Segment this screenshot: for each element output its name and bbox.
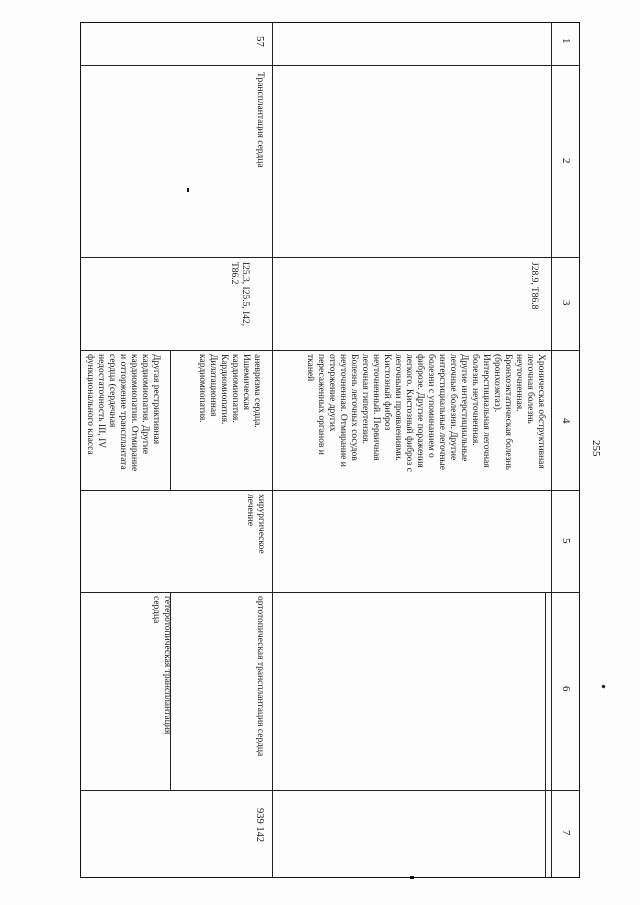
scan-mark xyxy=(601,684,605,688)
row57-name: Трансплантация сердца xyxy=(255,72,265,168)
scan-mark xyxy=(187,188,189,192)
col-sep-4-5 xyxy=(80,490,580,491)
col-sep-6-7 xyxy=(80,790,580,791)
header-col-5: 5 xyxy=(560,538,572,544)
col4-subrow-line xyxy=(170,350,171,490)
header-col-1: 1 xyxy=(560,38,572,44)
prev-row-diseases: Хроническая обструктивная легочная болезнь неуточненная. Бронхоэктатическая болезнь (бронхоэктаз). Интерстициальная легочная болезнь неуточненная. Другие интерстициальные легочные болезни. Другие интерстициальные легочные болезни с упоминанием о фиброзе. Другие поражения легкого. Кистозный фиброз с легочными проявлениями. Кистозный фиброз неуточненный. Первичная легочная гипертензия. Болезнь легочных сосудов неуточненная. Отмирание и отторжение других пересаженных органов и тканей xyxy=(305,354,546,472)
header-boundary xyxy=(551,22,552,877)
col-sep-3-4 xyxy=(80,350,580,351)
header-col-7: 7 xyxy=(560,830,572,836)
table-border-right xyxy=(579,22,580,877)
row57-diseases-a: аневризма сердца. Ишемическая кардиомиопатия. Кардиомиопатия. Дилатационная кардиомиопатия. xyxy=(197,354,262,428)
header-col-4: 4 xyxy=(560,418,572,424)
col-sep-1-2 xyxy=(80,65,580,66)
header-col-6: 6 xyxy=(560,686,572,692)
row-boundary xyxy=(272,22,273,877)
table-border-bottom xyxy=(80,877,580,878)
row57-method-orthotopic: ортотопическая трансплантация сердца xyxy=(255,596,265,757)
page-number: 255 xyxy=(590,440,602,457)
header-col-2: 2 xyxy=(560,158,572,164)
col-sep-5-6 xyxy=(80,592,580,593)
row57-diseases-b: Другая рестриктивная кардиомиопатия. Другие кардиомиопатии. Отмирание и отторжение трансплантата сердца (сердечная недостаточность III, IV функционального класса xyxy=(85,354,161,472)
col-sep-2-3 xyxy=(80,257,580,258)
header-col-3: 3 xyxy=(560,300,572,306)
table-border-top xyxy=(80,22,580,23)
row57-codes: I25.3, I25.5, I42, T86.2 xyxy=(229,262,250,327)
row57-number: 57 xyxy=(254,36,266,47)
row57-treatment: хирургическое лечение xyxy=(245,494,266,554)
col6-prev-line xyxy=(545,592,546,877)
row57-method-heterotopic: гетеротопическая трансплантация сердца xyxy=(151,596,172,735)
scan-mark xyxy=(410,876,414,879)
prev-row-codes: J28.9, T86.8 xyxy=(529,262,539,310)
row57-cost: 939 142 xyxy=(254,808,265,843)
table-border-left xyxy=(80,22,81,877)
